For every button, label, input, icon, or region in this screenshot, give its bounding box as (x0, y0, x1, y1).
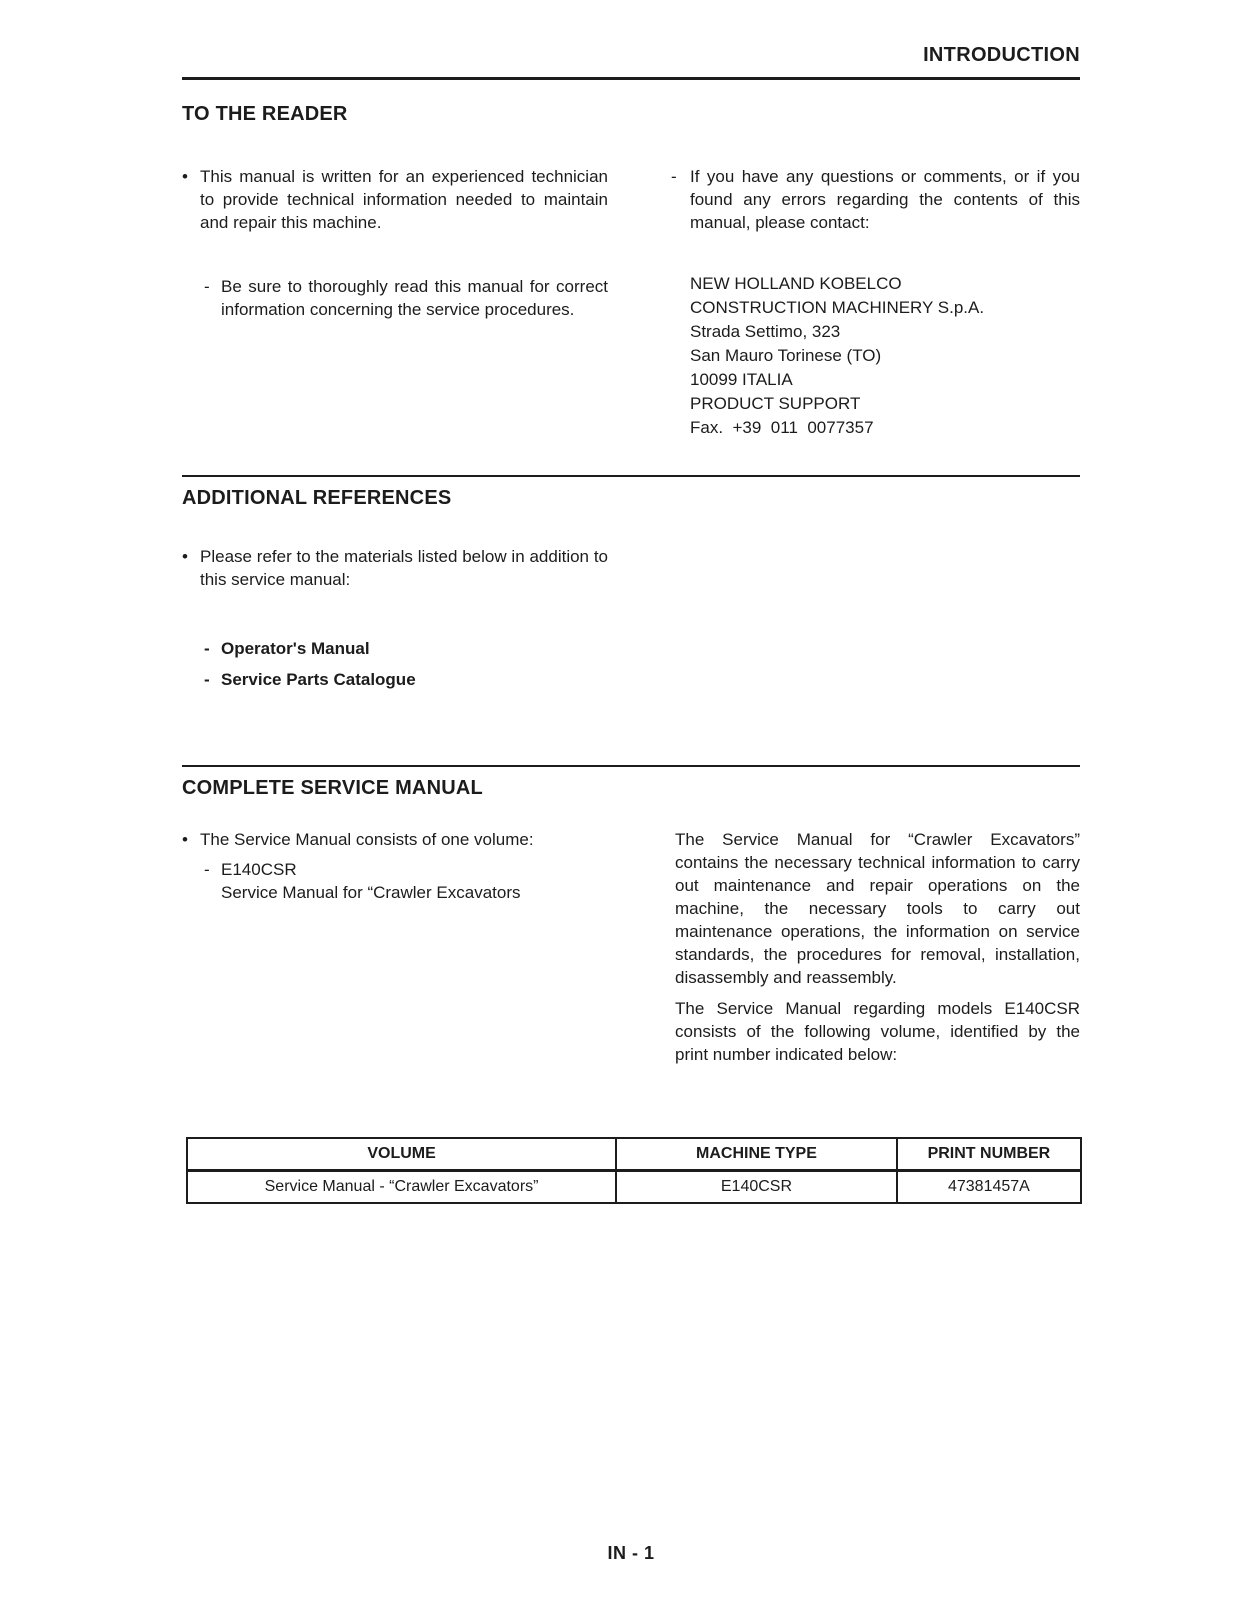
table-header-row (187, 1138, 1081, 1171)
section-rule (182, 475, 1080, 477)
reference-item: Service Parts Catalogue (221, 670, 416, 689)
table-row (187, 1171, 1081, 1204)
dash-marker: - (204, 860, 210, 879)
cell-volume: Service Manual - “Crawler Excavators” (187, 1171, 616, 1204)
to-the-reader-left-column (182, 165, 608, 321)
reference-item: Operator's Manual (221, 639, 370, 658)
volume-code: E140CSR (221, 860, 297, 879)
list-item (204, 668, 608, 691)
section-title-complete-service-manual: COMPLETE SERVICE MANUAL (182, 777, 483, 799)
complete-service-manual-right-column (675, 828, 1080, 1066)
list-item (182, 545, 608, 591)
address-line: Fax. +39 011 0077357 (690, 418, 874, 437)
paragraph: If you have any questions or comments, or if you found any errors regarding the contents of this manual, please contact: (690, 167, 1080, 232)
additional-references-column (182, 545, 608, 691)
volume-description: Service Manual for “Crawler Excavators (221, 883, 521, 902)
volume-item (221, 858, 608, 904)
list-item (671, 165, 1080, 234)
paragraph: The Service Manual regarding models E140CSR consists of the following volume, identified by the print number indicated below: (675, 999, 1080, 1064)
address-line: CONSTRUCTION MACHINERY S.p.A. (690, 298, 985, 317)
address-line: 10099 ITALIA (690, 370, 793, 389)
bullet-marker: • (182, 830, 188, 849)
dash-marker: - (204, 277, 210, 296)
dash-marker: - (204, 639, 210, 658)
list-item (204, 275, 608, 321)
address-line: Strada Settimo, 323 (690, 322, 841, 341)
address-line: San Mauro Torinese (TO) (690, 346, 882, 365)
to-the-reader-right-column (671, 165, 1080, 440)
cell-print-number: 47381457A (897, 1171, 1081, 1204)
paragraph: Be sure to thoroughly read this manual for correct information concerning the service procedures. (221, 277, 608, 319)
section-rule (182, 765, 1080, 767)
complete-service-manual-left-column (182, 828, 608, 904)
dash-marker: - (671, 167, 677, 186)
paragraph: Please refer to the materials listed below in addition to this service manual: (200, 547, 608, 589)
paragraph: The Service Manual consists of one volume: (200, 830, 534, 849)
paragraph: This manual is written for an experienced technician to provide technical information needed to maintain and repair this machine. (200, 167, 608, 232)
list-item (204, 858, 608, 904)
volumes-table (186, 1137, 1082, 1204)
paragraph: The Service Manual for “Crawler Excavators” contains the necessary technical information to carry out maintenance and repair operations on the machine, the necessary tools to carry out maintenance operations, the information on service standards, the procedures for removal, installation, disassembly and reassembly. (675, 830, 1080, 987)
address-line: PRODUCT SUPPORT (690, 394, 861, 413)
list-item (204, 637, 608, 660)
cell-machine-type: E140CSR (616, 1171, 897, 1204)
list-item (182, 828, 608, 851)
column-header-print-number: PRINT NUMBER (897, 1138, 1081, 1171)
header-rule (182, 77, 1080, 80)
address-line: NEW HOLLAND KOBELCO (690, 274, 902, 293)
section-title-to-the-reader: TO THE READER (182, 103, 348, 125)
page-number: IN - 1 (607, 1543, 655, 1563)
list-item (182, 165, 608, 234)
dash-marker: - (204, 670, 210, 689)
contact-address-block (690, 272, 1080, 440)
section-title-additional-references: ADDITIONAL REFERENCES (182, 487, 452, 509)
running-header: INTRODUCTION (923, 44, 1080, 66)
column-header-volume: VOLUME (187, 1138, 616, 1171)
bullet-marker: • (182, 167, 188, 186)
column-header-machine-type: MACHINE TYPE (616, 1138, 897, 1171)
bullet-marker: • (182, 547, 188, 566)
